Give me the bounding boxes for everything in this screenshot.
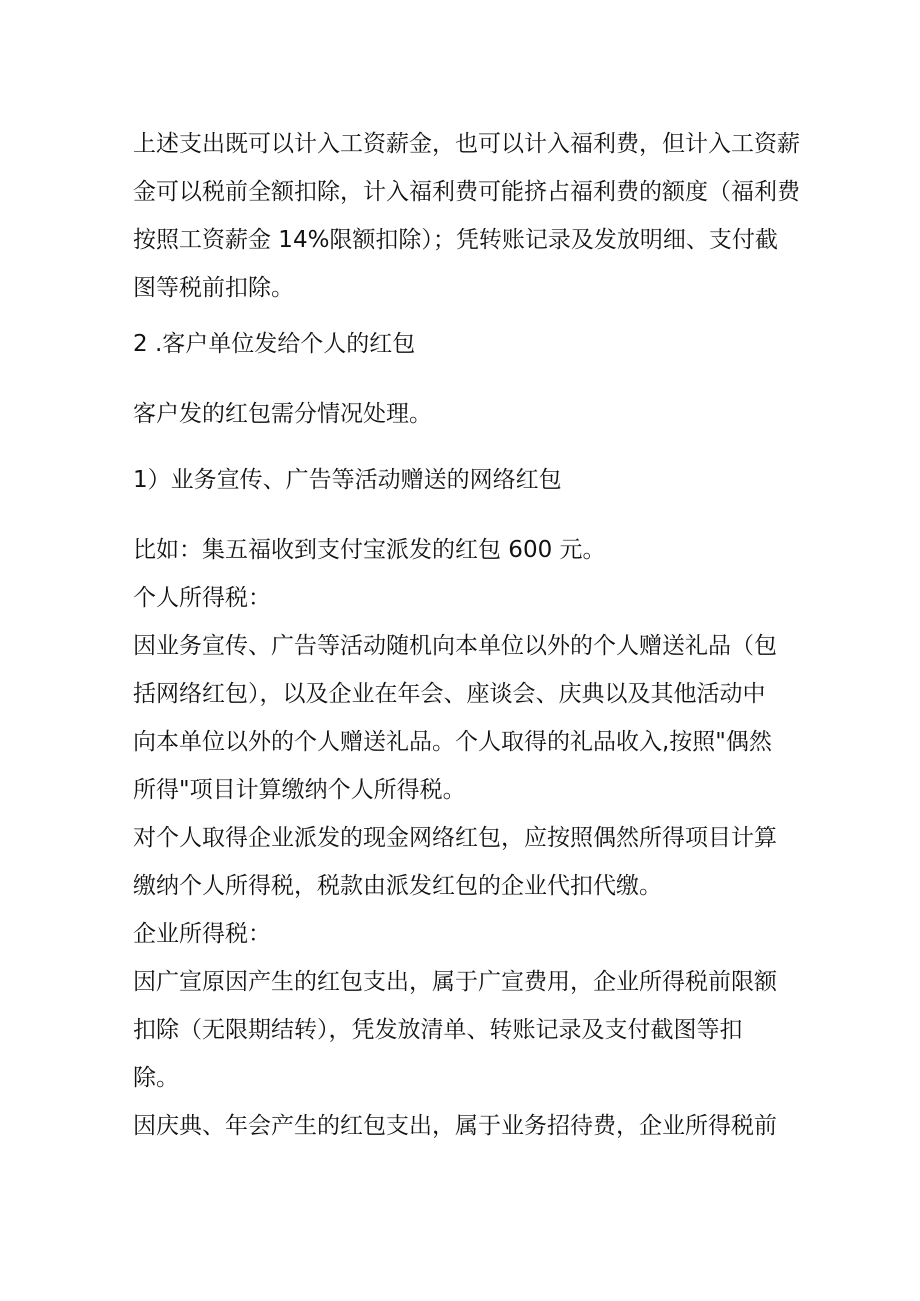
- paragraph-line: 括网络红包），以及企业在年会、座谈会、庆典以及其他活动中: [133, 681, 766, 707]
- paragraph-line: 缴纳个人所得税，税款由派发红包的企业代扣代缴。: [133, 873, 662, 899]
- paragraph-line: 图等税前扣除。: [133, 275, 294, 301]
- paragraph-line: 因庆典、年会产生的红包支出，属于业务招待费，企业所得税前: [133, 1113, 777, 1139]
- label-line: 个人所得税：: [133, 585, 271, 611]
- paragraph-line: 对个人取得企业派发的现金网络红包，应按照偶然所得项目计算: [133, 825, 777, 851]
- section-heading: 2 .客户单位发给个人的红包: [133, 331, 416, 357]
- paragraph-line: 因广宣原因产生的红包支出，属于广宣费用，企业所得税前限额: [133, 969, 777, 995]
- paragraph-line: 所得"项目计算缴纳个人所得税。: [133, 777, 466, 803]
- paragraph-line: 按照工资薪金 14%限额扣除）；凭转账记录及发放明细、支付截: [133, 227, 778, 253]
- paragraph-line: 上述支出既可以计入工资薪金，也可以计入福利费，但计入工资薪: [133, 131, 800, 157]
- document-body: [133, 120, 798, 1150]
- paragraph-line: 向本单位以外的个人赠送礼品。个人取得的礼品收入,按照"偶然: [133, 729, 772, 755]
- subsection-heading: 1）业务宣传、广告等活动赠送的网络红包: [133, 467, 562, 493]
- paragraph-line: 客户发的红包需分情况处理。: [133, 401, 432, 427]
- paragraph-line: 扣除（无限期结转），凭发放清单、转账记录及支付截图等扣: [133, 1017, 743, 1043]
- paragraph-line: 金可以税前全额扣除，计入福利费可能挤占福利费的额度（福利费: [133, 179, 800, 205]
- paragraph-line: 因业务宣传、广告等活动随机向本单位以外的个人赠送礼品（包: [133, 633, 777, 659]
- paragraph-line: 比如：集五福收到支付宝派发的红包 600 元。: [133, 537, 606, 563]
- paragraph-line: 除。: [133, 1065, 179, 1091]
- label-line: 企业所得税：: [133, 921, 271, 947]
